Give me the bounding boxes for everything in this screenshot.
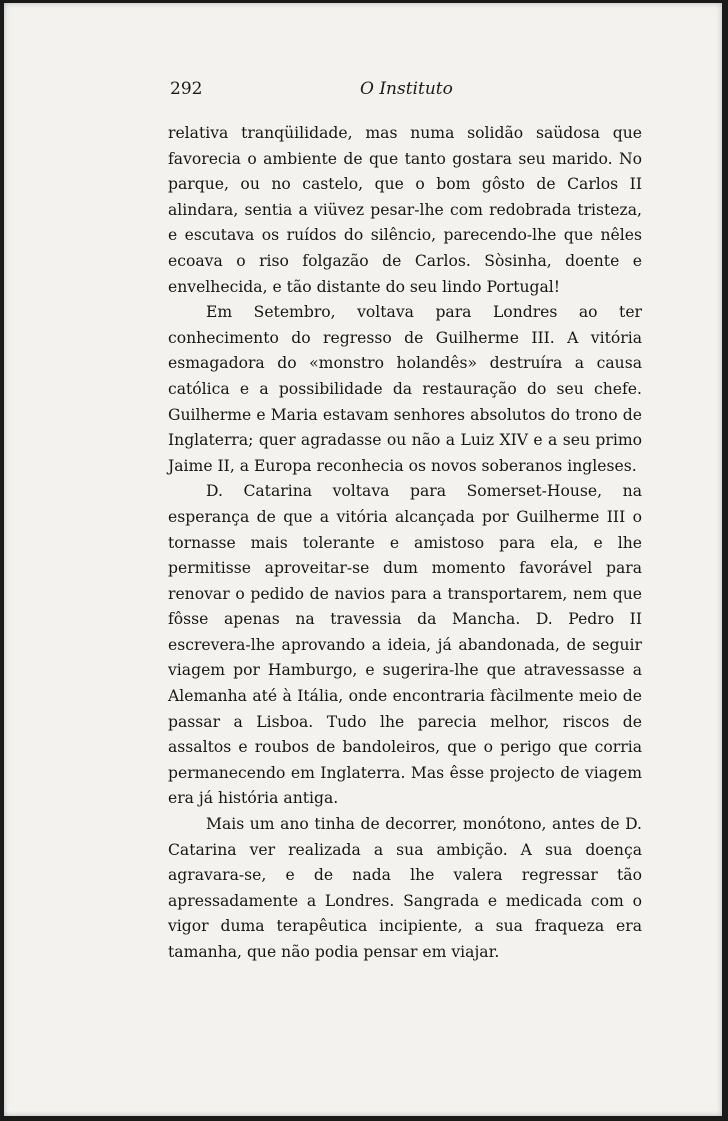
book-page [4, 3, 722, 1116]
paragraph: Em Setembro, voltava para Londres ao ter conhecimento do regresso de Guilherme III. A vitória esmagadora do «monstro holandês» destruíra a causa católica e a possibilidade da restauração do seu chefe. Guilherme e Maria estavam senhores absolutos do trono de Inglaterra; quer agradasse ou não a Luiz XIV e a seu primo Jaime II, a Europa reconhecia os novos soberanos ingleses. [168, 303, 642, 475]
page-number: 292 [170, 79, 203, 99]
paragraph: D. Catarina voltava para Somerset-House, na esperança de que a vitória alcançada por Guilherme III o tornasse mais tolerante e amistoso para ela, e lhe permitisse aproveitar-se dum momento favorável para renovar o pedido de navios para a transportarem, nem que fôsse apenas na travessia da Mancha. D. Pedro II escrevera-lhe aprovando a ideia, já abandonada, de seguir viagem por Hamburgo, e sugerira-lhe que atravessasse a Alemanha até à Itália, onde encontraria fàcilmente meio de passar a Lisboa. Tudo lhe parecia melhor, riscos de assaltos e roubos de bandoleiros, que o perigo que corria permanecendo em Inglaterra. Mas êsse projecto de viagem era já história antiga. [168, 482, 642, 808]
body-text [168, 121, 642, 966]
paragraph: relativa tranqüilidade, mas numa solidão saüdosa que favorecia o ambiente de que tanto gostara seu marido. No parque, ou no castelo, que o bom gôsto de Carlos II alindara, sentia a viüvez pesar-lhe com redobrada tristeza, e escutava os ruídos do silêncio, parecendo-lhe que nêles ecoava o riso folgazão de Carlos. Sòsinha, doente e envelhecida, e tão distante do seu lindo Portugal! [168, 124, 642, 296]
paragraph: Mais um ano tinha de decorrer, monótono, antes de D. Catarina ver realizada a sua ambição. A sua doença agravara-se, e de nada lhe valera regressar tão apressadamente a Londres. Sangrada e medicada com o vigor duma terapêutica incipiente, a sua fraqueza era tamanha, que não podia pensar em viajar. [168, 815, 642, 961]
page-header [164, 79, 644, 105]
running-title: O Instituto [360, 79, 453, 99]
